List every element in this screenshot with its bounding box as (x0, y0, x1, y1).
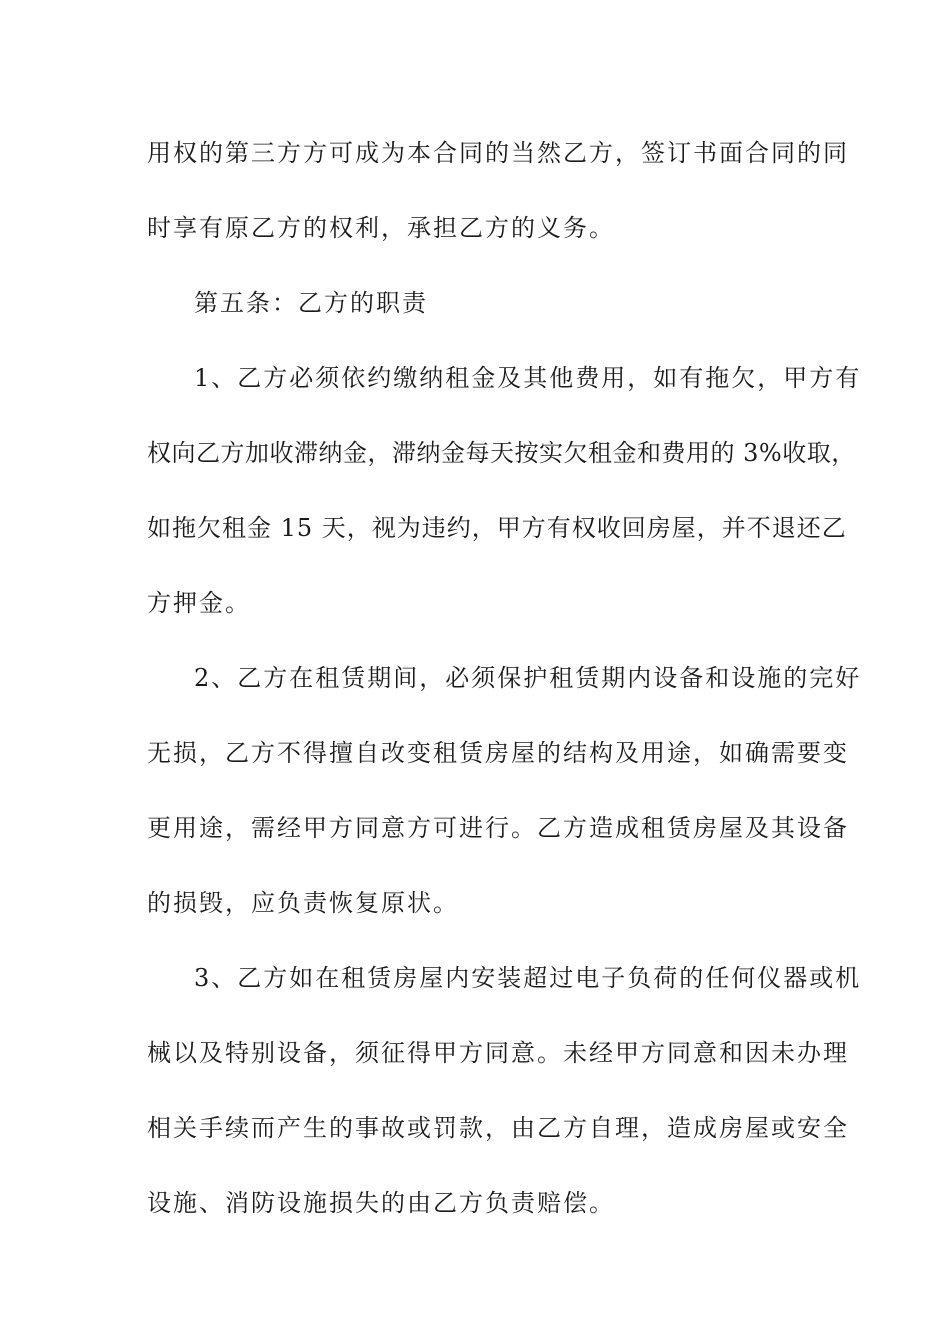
body-text-line: 无损，乙方不得擅自改变租赁房屋的结构及用途，如确需要变 (147, 739, 849, 767)
section-heading: 第五条：乙方的职责 (194, 289, 428, 317)
body-text-line: 的损毁，应负责恢复原状。 (147, 889, 459, 917)
body-text-line: 如拖欠租金 15 天，视为违约，甲方有权收回房屋，并不退还乙 (147, 514, 847, 542)
body-text-line: 权向乙方加收滞纳金，滞纳金每天按实欠租金和费用的 3%收取， (147, 439, 856, 467)
body-text-line: 相关手续而产生的事故或罚款，由乙方自理，造成房屋或安全 (147, 1114, 849, 1142)
body-text-line: 时享有原乙方的权利，承担乙方的义务。 (147, 214, 615, 242)
clause-2-first-line: 2、乙方在租赁期间，必须保护租赁期内设备和设施的完好 (194, 664, 862, 692)
clause-3-first-line: 3、乙方如在租赁房屋内安装超过电子负荷的任何仪器或机 (194, 964, 862, 992)
body-text-line: 设施、消防设施损失的由乙方负责赔偿。 (147, 1189, 615, 1217)
clause-1-first-line: 1、乙方必须依约缴纳租金及其他费用，如有拖欠，甲方有 (194, 364, 862, 392)
body-text-line: 更用途，需经甲方同意方可进行。乙方造成租赁房屋及其设备 (147, 814, 849, 842)
body-text-line: 用权的第三方方可成为本合同的当然乙方，签订书面合同的同 (147, 139, 849, 167)
body-text-line: 方押金。 (147, 589, 251, 617)
body-text-line: 械以及特别设备，须征得甲方同意。未经甲方同意和因未办理 (147, 1039, 849, 1067)
